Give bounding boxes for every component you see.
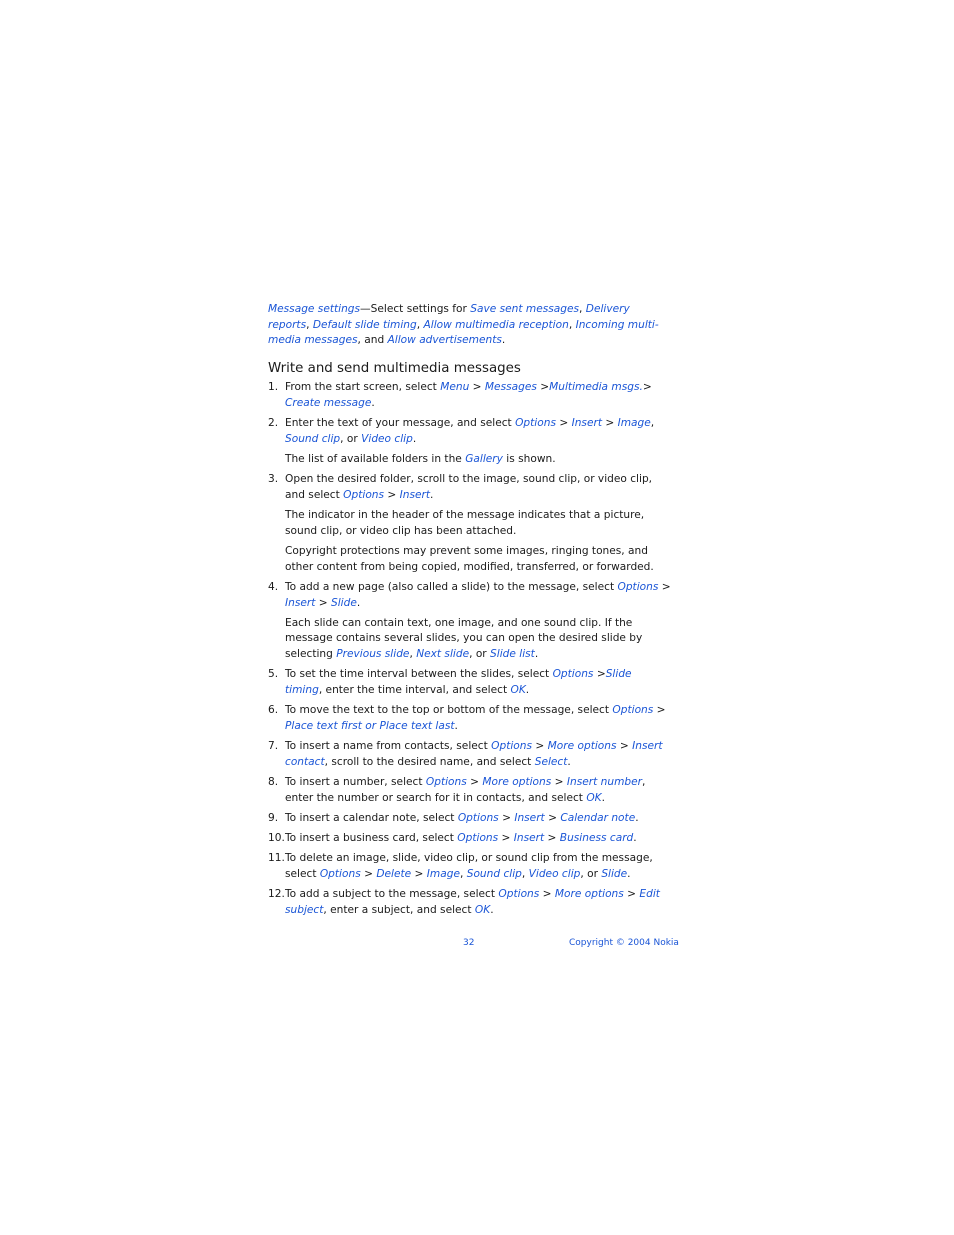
copyright-notice: Copyright © 2004 Nokia [569, 938, 679, 948]
options-link[interactable]: Options [617, 580, 659, 593]
list-item: 12. To add a subject to the message, select Options > More options > Edit subject, enter a subject, and select OK. [268, 888, 660, 916]
page-number: 32 [463, 938, 475, 948]
options-link[interactable]: Options [498, 888, 540, 901]
ok-link[interactable]: OK [510, 684, 526, 697]
edit-subject-link[interactable]: Edit subject [285, 888, 660, 916]
options-link[interactable]: Options [319, 868, 361, 881]
step-note: Each slide can contain text, one image, and one sound clip. If the message contains several slides, you can open the desired slide by selecting Previous slide, Next slide, or Slide list. [285, 616, 643, 661]
section-heading: Write and send multimedia messages [268, 361, 521, 377]
business-card-link[interactable]: Business card [559, 832, 634, 845]
more-options-link[interactable]: More options [482, 776, 552, 789]
ok-link[interactable]: OK [474, 904, 491, 916]
image-link[interactable]: Image [617, 417, 651, 430]
step-note: Copyright protections may prevent some images, ringing tones, and other content from being copied, modified, transferred, or forwarded. [285, 544, 654, 573]
image-link[interactable]: Image [426, 868, 460, 881]
slide-list-link[interactable]: Slide list [490, 648, 535, 661]
sound-clip-link[interactable]: Sound clip [285, 432, 341, 445]
options-link[interactable]: Options [457, 811, 499, 824]
options-link[interactable]: Options [425, 776, 467, 789]
list-item: 11. To delete an image, slide, video clip, or sound clip from the message, select Options > Delete > Image, Sound clip, Video clip, or Slide. [268, 852, 653, 881]
default-slide-timing-link[interactable]: Default slide timing [312, 318, 417, 331]
options-link[interactable]: Options [457, 832, 499, 845]
more-options-link[interactable]: More options [547, 740, 617, 753]
insert-link[interactable]: Insert [513, 832, 545, 845]
allow-advertisements-link[interactable]: Allow advertisements [387, 334, 502, 347]
more-options-link[interactable]: More options [554, 888, 624, 901]
insert-contact-link[interactable]: Insert contact [285, 740, 663, 768]
insert-link[interactable]: Insert [399, 488, 431, 501]
insert-link[interactable]: Insert [571, 417, 602, 430]
step-note: The list of available folders in the Gallery is shown. [285, 452, 556, 465]
multimedia-msgs-link[interactable]: Multimedia msgs. [549, 381, 643, 394]
create-message-link[interactable]: Create message [285, 396, 372, 409]
ok-link[interactable]: OK [586, 791, 602, 804]
options-link[interactable]: Options [612, 704, 654, 717]
place-text-link[interactable]: Place text first or Place text last [285, 719, 455, 732]
message-settings-link[interactable]: Message settings [268, 303, 361, 315]
insert-number-link[interactable]: Insert number [566, 776, 642, 789]
steps-list [268, 380, 672, 919]
list-item: 9. To insert a calendar note, select Options > Insert > Calendar note. [268, 811, 639, 824]
video-clip-link[interactable]: Video clip [361, 432, 413, 445]
list-item: 4. To add a new page (also called a slide) to the message, select Options > Insert > Slide. Each slide can contain text, one image, and one sound clip. If the message contains several slides, you can open the desired slide by selecting Previous slide, Next slide, or Slide list. [268, 580, 672, 663]
insert-link[interactable]: Insert [285, 596, 316, 609]
list-item: 1. From the start screen, select Menu > Messages >Multimedia msgs.> Create message. [268, 381, 652, 409]
options-link[interactable]: Options [491, 740, 532, 753]
save-sent-messages-link[interactable]: Save sent messages [470, 303, 580, 315]
slide-timing-link[interactable]: Slide timing [285, 668, 632, 697]
list-item: 7. To insert a name from contacts, select Options > More options > Insert contact, scroll to the desired name, and select Select. [268, 740, 663, 768]
insert-link[interactable]: Insert [514, 811, 545, 824]
incoming-multimedia-messages-link[interactable]: Incoming multi- media messages [268, 318, 659, 347]
step-note: The indicator in the header of the message indicates that a picture, sound clip, or video clip has been attached. [285, 509, 645, 537]
options-link[interactable]: Options [552, 668, 594, 681]
next-slide-link[interactable]: Next slide [416, 648, 470, 661]
options-link[interactable]: Options [343, 488, 385, 501]
list-item: 6. To move the text to the top or bottom of the message, select Options > Place text first or Place text last. [268, 704, 666, 732]
list-item: 5. To set the time interval between the slides, select Options >Slide timing, enter the time interval, and select OK. [268, 668, 632, 697]
message-settings-paragraph: Message settings—Select settings for Save sent messages, Delivery reports, Default slide timing, Allow multimedia reception, Incoming multi- media messages, and Allow advertisements. [268, 303, 659, 347]
document-page [268, 302, 672, 923]
sound-clip-link[interactable]: Sound clip [466, 868, 522, 881]
delete-link[interactable]: Delete [376, 868, 412, 881]
delivery-reports-link[interactable]: Delivery reports [268, 303, 630, 331]
previous-slide-link[interactable]: Previous slide [336, 648, 410, 661]
calendar-note-link[interactable]: Calendar note [560, 811, 636, 824]
menu-link[interactable]: Menu [440, 381, 470, 394]
list-item: 3. Open the desired folder, scroll to the image, sound clip, or video clip, and select Options > Insert. The indicator in the header of the message indicates that a picture, sound clip, or video clip has been attached. Copyright protections may prevent some images, ringing tones, and other content from being copied, modified, transferred, or forwarded. [268, 472, 672, 575]
slide-link[interactable]: Slide [331, 596, 357, 609]
messages-link[interactable]: Messages [484, 381, 537, 394]
slide-link[interactable]: Slide [601, 868, 628, 881]
list-item: 2. Enter the text of your message, and select Options > Insert > Image, Sound clip, or Video clip. The list of available folders in the Gallery is shown. [268, 416, 672, 468]
select-link[interactable]: Select [534, 755, 568, 768]
gallery-link[interactable]: Gallery [465, 452, 503, 465]
list-item: 8. To insert a number, select Options > More options > Insert number, enter the number or search for it in contacts, and select OK. [268, 776, 646, 804]
allow-multimedia-reception-link[interactable]: Allow multimedia reception [423, 318, 569, 331]
list-item: 10. To insert a business card, select Options > Insert > Business card. [268, 832, 637, 845]
options-link[interactable]: Options [515, 417, 556, 430]
video-clip-link[interactable]: Video clip [528, 868, 581, 881]
